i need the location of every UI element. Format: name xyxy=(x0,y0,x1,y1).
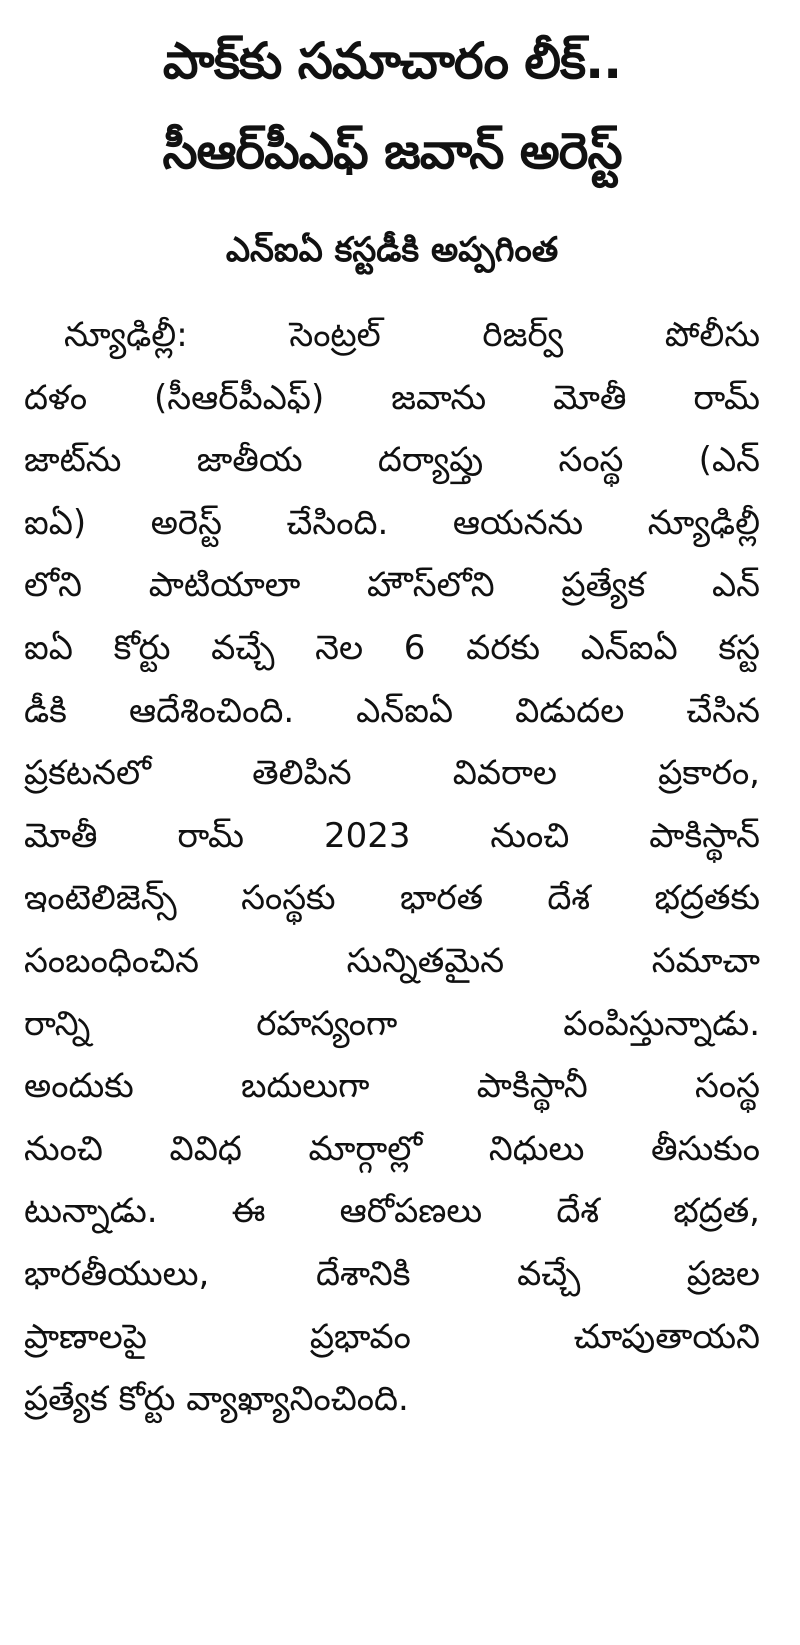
body-line: అందుకు బదులుగా పాకిస్థానీ సంస్థ xyxy=(24,1066,760,1107)
body-line: నుంచి వివిధ మార్గాల్లో నిధులు తీసుకుం xyxy=(24,1128,760,1169)
article-body xyxy=(24,304,760,1431)
body-line: లోని పాటియాలా హౌస్‌లోని ప్రత్యేక ఎన్ xyxy=(24,565,760,606)
body-line: డీకి ఆదేశించింది. ఎన్ఐఏ విడుదల చేసిన xyxy=(24,690,760,731)
body-line: ఐఏ కోర్టు వచ్చే నెల 6 వరకు ఎన్ఐఏ కస్ట xyxy=(24,627,760,668)
body-line: దళం (సీఆర్‌పీఎఫ్) జవాను మోతీ రామ్ xyxy=(24,377,760,418)
headline-line-2: సీఆర్‌పీఎఫ్ జవాన్ అరెస్ట్ xyxy=(162,122,622,180)
subheadline: ఎన్ఐఏ కస్టడీకి అప్పగింత xyxy=(225,230,559,270)
body-line: జాట్‌ను జాతీయ దర్యాప్తు సంస్థ (ఎన్ xyxy=(24,440,760,481)
body-line: ప్రాణాలపై ప్రభావం చూపుతాయని xyxy=(24,1316,760,1357)
body-line: న్యూఢిల్లీ: సెంట్రల్ రిజర్వ్ పోలీసు xyxy=(64,315,760,355)
headline-line-1: పాక్‌కు సమాచారం లీక్.. xyxy=(162,32,622,90)
body-line: ఐఏ) అరెస్ట్ చేసింది. ఆయనను న్యూఢిల్లీ xyxy=(24,502,760,543)
body-line: రాన్ని రహస్యంగా పంపిస్తున్నాడు. xyxy=(24,1003,760,1044)
body-line: ప్రకటనలో తెలిపిన వివరాల ప్రకారం, xyxy=(24,753,760,794)
body-line: భారతీయులు, దేశానికి వచ్చే ప్రజల xyxy=(24,1253,760,1294)
body-line: ప్రత్యేక కోర్టు వ్యాఖ్యానించింది. xyxy=(24,1379,409,1420)
body-line: టున్నాడు. ఈ ఆరోపణలు దేశ భద్రత, xyxy=(24,1191,760,1232)
body-line: మోతీ రామ్ 2023 నుంచి పాకిస్థాన్ xyxy=(24,815,760,856)
body-line: సంబంధించిన సున్నితమైన సమాచా xyxy=(24,940,760,981)
body-line: ఇంటెలిజెన్స్ సంస్థకు భారత దేశ భద్రతకు xyxy=(24,878,760,919)
